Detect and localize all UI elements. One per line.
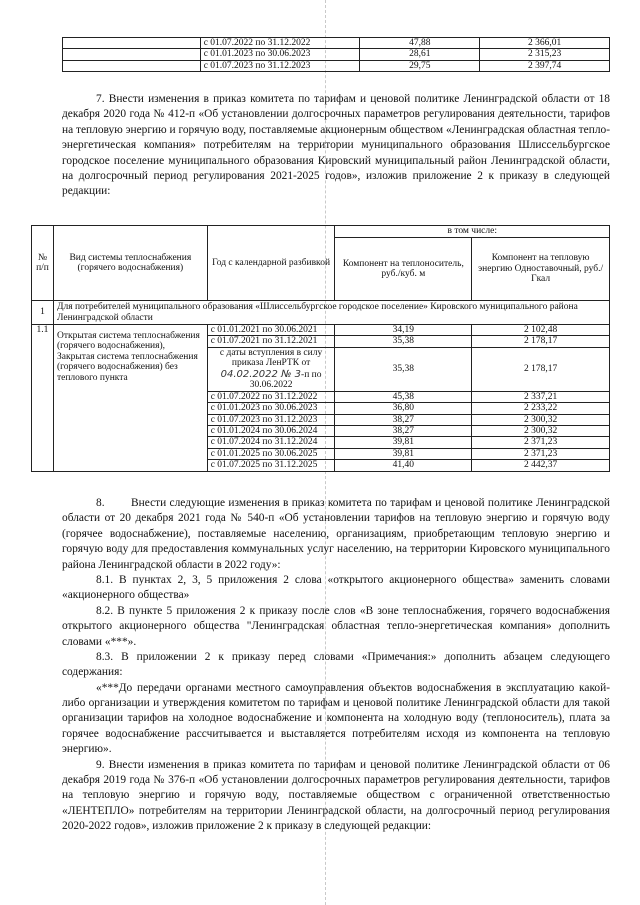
energy-value: 2 233,22	[472, 403, 610, 414]
top-table-row	[63, 38, 610, 49]
carrier-value: 35,38	[335, 347, 472, 391]
carrier-value: 29,75	[360, 60, 480, 71]
carrier-value: 39,81	[335, 448, 472, 459]
item8-block	[62, 496, 610, 835]
period-cell: с 01.07.2023 по 31.12.2023	[207, 414, 335, 425]
energy-value: 2 315,23	[480, 49, 610, 60]
item7-text: 7. Внести изменения в приказ комитета по тарифам и ценовой политике Ленинградской области от 18 декабря 2020 года № 412-п «Об установлении долгосрочных параметров регулирования деятельности, тарифов на тепловую энергию и горячую воду, поставляемые акционерным обществом «Ленинградская областная тепло-энергетическая компания» потребителям на территории муниципального образования Шлиссельбургское городское поселение муниципального образования Кировский муниципальный район Ленинградской области, на долгосрочный период регулирования 2021-2025 годов», изложив приложение 2 к приказу в следующей редакции:	[62, 93, 610, 198]
carrier-value: 36,80	[335, 403, 472, 414]
item8-3: 8.3. В приложении 2 к приказу перед словами «Примечания:» дополнить абзацем следующего содержания:	[62, 650, 610, 679]
top-table-row	[63, 49, 610, 60]
energy-value: 2 337,21	[472, 391, 610, 402]
tariff-row	[32, 325, 610, 336]
energy-value: 2 442,37	[472, 460, 610, 471]
period-cell: с 01.07.2025 по 31.12.2025	[207, 460, 335, 471]
energy-value: 2 300,32	[472, 414, 610, 425]
tariff-table	[31, 225, 610, 472]
period-cell: с 01.07.2023 по 31.12.2023	[200, 60, 360, 71]
carrier-value: 38,27	[335, 414, 472, 425]
item9-paragraph: 9. Внести изменения в приказ комитета по тарифам и ценовой политике Ленинградской области от 06 декабря 2019 года № 376-п «Об установлении долгосрочных параметров регулирования деятельности, тарифов на тепловую энергию и горячую воду, поставляемые обществом с ограниченной ответственностью «ЛЕНТЕПЛО» потребителям на территории Ленинградской области, на долгосрочный период регулирования 2020-2022 годов», изложив приложение 2 к приказу в следующей редакции:	[62, 758, 610, 833]
period-cell: с 01.01.2023 по 30.06.2023	[207, 403, 335, 414]
item7-paragraph	[62, 92, 610, 200]
item8-intro: 8. Внести следующие изменения в приказ комитета по тарифам и ценовой политике Ленинградской области от 20 декабря 2021 года № 540-п «Об установлении тарифов на тепловую энергию и горячую воду (горячее водоснабжение), поставляемые населению, организациям, приобретающим тепловую энергию и горячую воду для предоставления коммунальных услуг населению, на территории Кировского муниципального района Ленинградской области в 2022 году»:	[62, 497, 610, 571]
header-num: № п/п	[32, 226, 54, 301]
section-title: Для потребителей муниципального образования «Шлиссельбургское городское поселение» Кировского муниципального района Ленинградской области	[53, 301, 609, 325]
carrier-value: 35,38	[335, 336, 472, 347]
header-component-carrier: Компонент на теплоноситель, руб./куб. м	[335, 238, 472, 301]
special-period-start: с даты вступления в силу приказа ЛенРТК от	[219, 347, 323, 369]
period-cell: с 01.01.2021 по 30.06.2021	[207, 325, 335, 336]
energy-value: 2 397,74	[480, 60, 610, 71]
period-cell: с 01.07.2021 по 31.12.2021	[207, 336, 335, 347]
row-number: 1.1	[32, 325, 54, 472]
top-empty-cell	[63, 60, 201, 71]
period-cell: с 01.01.2024 по 30.06.2024	[207, 425, 335, 436]
item8-4: «***До передачи органами местного самоуправления объектов водоснабжения в эксплуатацию какой-либо организации и утверждения комитетом по тарифам и ценовой политике Ленинградской области для такой организации тарифов на холодное водоснабжение и компонента на холодную воду (теплоноситель), плата за горячее водоснабжение рассчитывается и выставляется потребителям исходя из компонента на тепловую энергию».	[62, 681, 610, 756]
carrier-value: 28,61	[360, 49, 480, 60]
item8-2: 8.2. В пункте 5 приложения 2 к приказу после слов «В зоне теплоснабжения, горячего водоснабжения открытого акционерного общества "Ленинградская областная тепло-энергетическая компания» дополнить словами «***».	[62, 604, 610, 648]
period-cell: с 01.07.2024 по 31.12.2024	[207, 437, 335, 448]
header-component-energy: Компонент на тепловую энергию Одноставочный, руб./Гкал	[472, 238, 610, 301]
carrier-value: 39,81	[335, 437, 472, 448]
carrier-value: 34,19	[335, 325, 472, 336]
period-cell: с 01.01.2025 по 30.06.2025	[207, 448, 335, 459]
section-number: 1	[32, 301, 54, 325]
top-table	[62, 37, 610, 72]
top-empty-cell	[63, 38, 201, 49]
energy-value: 2 371,23	[472, 437, 610, 448]
energy-value: 2 300,32	[472, 425, 610, 436]
carrier-value: 47,88	[360, 38, 480, 49]
top-table-row	[63, 60, 610, 71]
header-including: в том числе:	[335, 226, 610, 238]
handwritten-order-date: 04.02.2022 № 3	[220, 368, 302, 380]
period-cell: с 01.07.2022 по 31.12.2022	[207, 391, 335, 402]
energy-value: 2 178,17	[472, 336, 610, 347]
top-empty-cell	[63, 49, 201, 60]
energy-value: 2 366,01	[480, 38, 610, 49]
period-cell: с 01.01.2023 по 30.06.2023	[200, 49, 360, 60]
carrier-value: 38,27	[335, 425, 472, 436]
header-system: Вид системы теплоснабжения (горячего водоснабжения)	[53, 226, 207, 301]
energy-value: 2 102,48	[472, 325, 610, 336]
energy-value: 2 371,23	[472, 448, 610, 459]
carrier-value: 41,40	[335, 460, 472, 471]
energy-value: 2 178,17	[472, 347, 610, 391]
special-period-end: -п по 30.06.2022	[249, 369, 322, 391]
special-period-cell	[207, 347, 335, 391]
header-year: Год с календарной разбивкой	[207, 226, 335, 301]
item8-1: 8.1. В пунктах 2, 3, 5 приложения 2 слова «открытого акционерного общества» заменить словами «акционерного общества»	[62, 573, 610, 602]
period-cell: с 01.07.2022 по 31.12.2022	[200, 38, 360, 49]
system-description: Открытая система теплоснабжения (горячего водоснабжения), Закрытая система теплоснабжения (горячего водоснабжения) без теплового пункта	[53, 325, 207, 472]
carrier-value: 45,38	[335, 391, 472, 402]
